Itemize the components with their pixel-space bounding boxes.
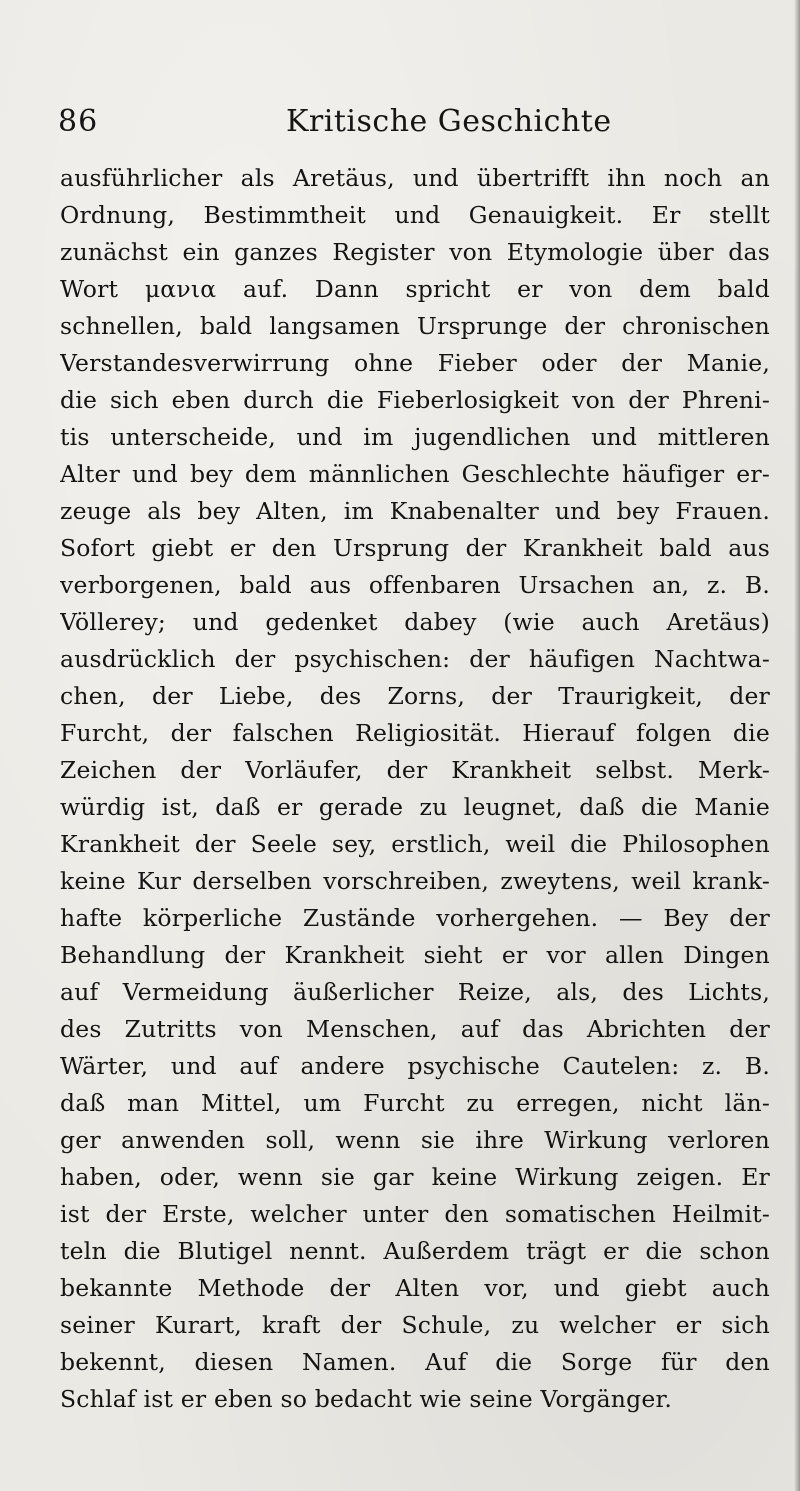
text-line: zunächst ein ganzes Register von Etymologie über das [60, 238, 770, 266]
text-line: ger anwenden soll, wenn sie ihre Wirkung verloren [60, 1126, 770, 1154]
text-line: ist der Erste, welcher unter den somatischen Heilmit- [60, 1200, 770, 1228]
text-line: Schlaf ist er eben so bedacht wie seine Vorgänger. [60, 1385, 673, 1413]
text-line: des Zutritts von Menschen, auf das Abrichten der [60, 1015, 770, 1043]
text-line: Wärter, und auf andere psychische Cautelen: z. B. [60, 1052, 770, 1080]
text-line: Ordnung, Bestimmtheit und Genauigkeit. Er stellt [60, 201, 770, 229]
text-line: Sofort giebt er den Ursprung der Krankheit bald aus [60, 534, 770, 562]
text-line: Wort μανια auf. Dann spricht er von dem bald [60, 275, 770, 303]
text-line: chen, der Liebe, des Zorns, der Traurigkeit, der [60, 682, 770, 710]
text-line: Furcht, der falschen Religiosität. Hierauf folgen die [60, 719, 770, 747]
page-header [58, 98, 758, 142]
text-line: haben, oder, wenn sie gar keine Wirkung zeigen. Er [60, 1163, 770, 1191]
text-line: Behandlung der Krankheit sieht er vor allen Dingen [60, 941, 770, 969]
text-line: schnellen, bald langsamen Ursprunge der chronischen [60, 312, 770, 340]
text-line: hafte körperliche Zustände vorhergehen. — Bey der [60, 904, 770, 932]
text-line: verborgenen, bald aus offenbaren Ursachen an, z. B. [60, 571, 770, 599]
text-line: würdig ist, daß er gerade zu leugnet, daß die Manie [60, 793, 770, 821]
text-line: die sich eben durch die Fieberlosigkeit von der Phreni- [60, 386, 770, 414]
text-line: tis unterscheide, und im jugendlichen und mittleren [60, 423, 770, 451]
text-line: Verstandesverwirrung ohne Fieber oder der Manie, [60, 349, 770, 377]
text-line: zeuge als bey Alten, im Knabenalter und bey Frauen. [60, 497, 770, 525]
text-line: bekannte Methode der Alten vor, und giebt auch [60, 1274, 770, 1302]
text-line: Völlerey; und gedenket dabey (wie auch Aretäus) [60, 608, 770, 636]
text-line: bekennt, diesen Namen. Auf die Sorge für den [60, 1348, 770, 1376]
text-line: Zeichen der Vorläufer, der Krankheit selbst. Merk- [60, 756, 770, 784]
body-text [60, 160, 770, 1418]
text-line: Krankheit der Seele sey, erstlich, weil die Philosophen [60, 830, 770, 858]
page-number: 86 [58, 104, 99, 139]
text-line: Alter und bey dem männlichen Geschlechte häufiger er- [60, 460, 770, 488]
text-line: ausführlicher als Aretäus, und übertrifft ihn noch an [60, 164, 770, 192]
page-edge-shadow [794, 0, 800, 1491]
text-line: auf Vermeidung äußerlicher Reize, als, des Lichts, [60, 978, 770, 1006]
text-line: seiner Kurart, kraft der Schule, zu welcher er sich [60, 1311, 770, 1339]
text-line: ausdrücklich der psychischen: der häufigen Nachtwa- [60, 645, 770, 673]
text-line: teln die Blutigel nennt. Außerdem trägt er die schon [60, 1237, 770, 1265]
text-line: keine Kur derselben vorschreiben, zweytens, weil krank- [60, 867, 770, 895]
text-line: daß man Mittel, um Furcht zu erregen, nicht län- [60, 1089, 770, 1117]
running-head: Kritische Geschichte [286, 104, 612, 139]
